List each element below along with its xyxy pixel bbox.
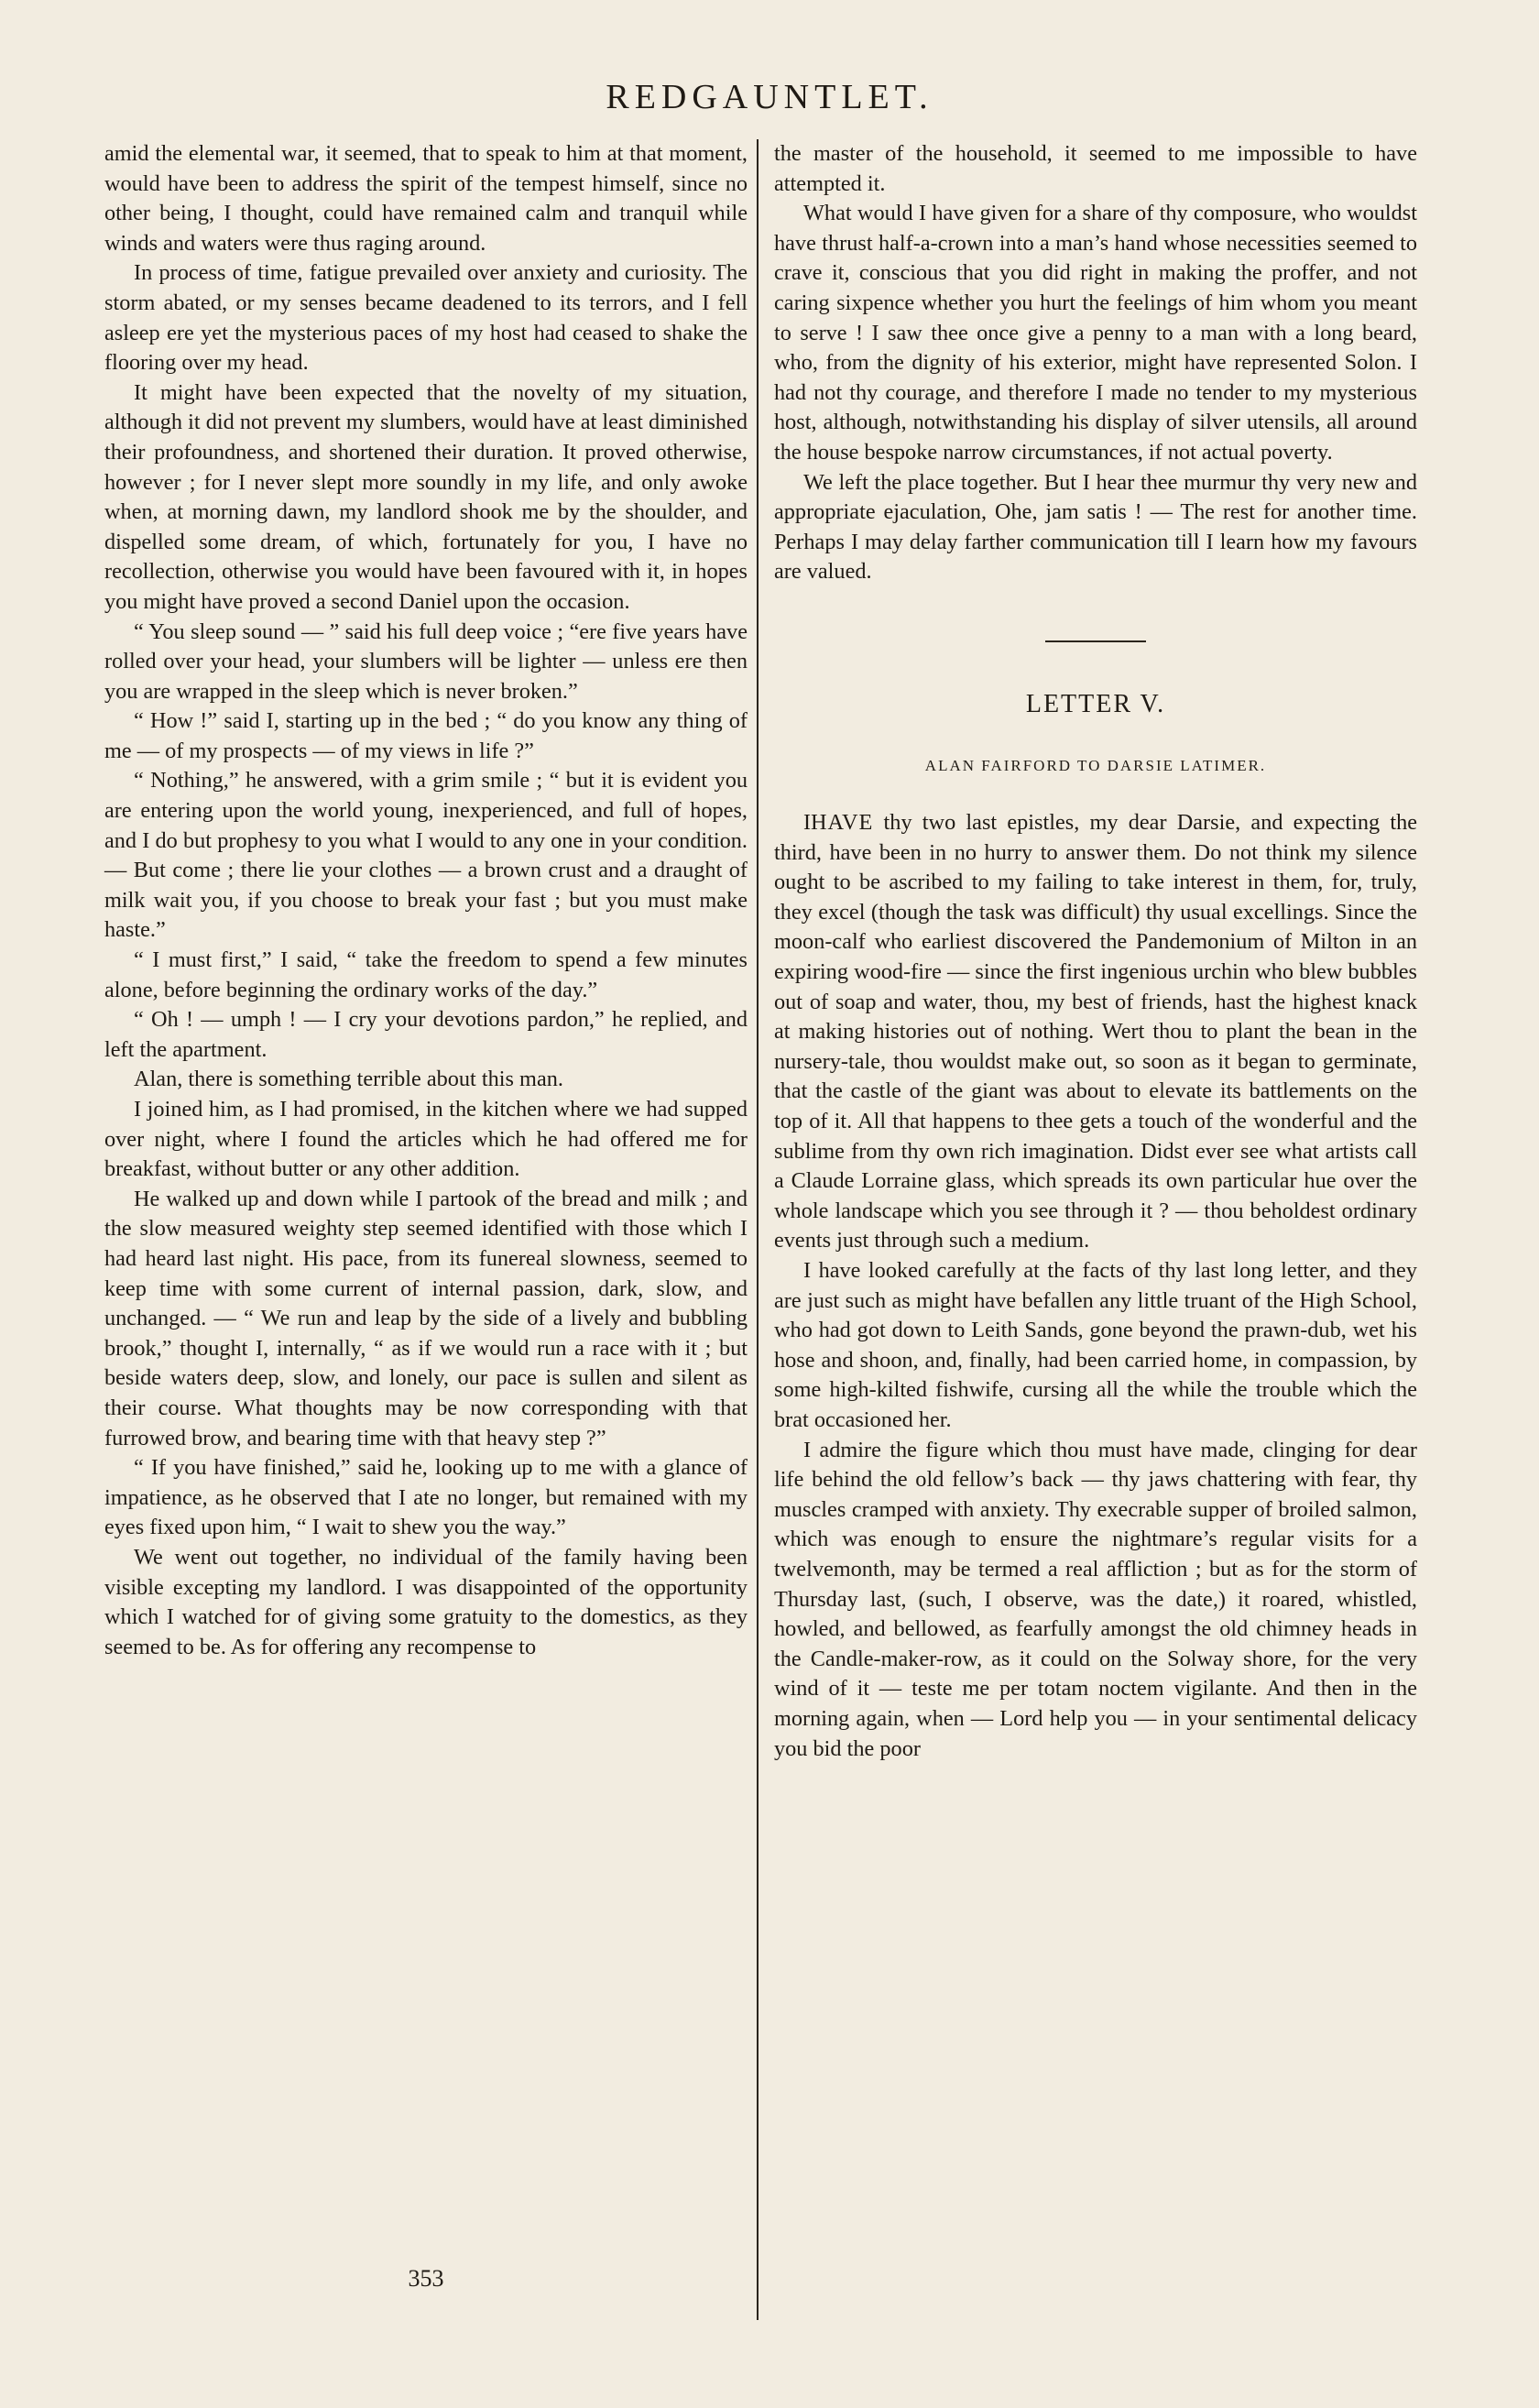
paragraph: Alan, there is something terrible about this man.	[134, 1067, 563, 1092]
paragraph: “ Nothing,” he answered, with a grim smile ; “ but it is evident you are entering upon the world young, inexperienced, and full of hopes, and I do but prophesy to you what I would to any one in your condition. — But come ; there lie your clothes — a brown crust and a draught of milk wait you, if you choose to break your fast ; but you must make haste.”	[104, 768, 748, 943]
paragraph-text: thy two last epistles, my dear Darsie, and expecting the third, have been in no hurry to answer them. Do not think my silence ought to be ascribed to my failing to take interest in them, for, truly, they excel (though the task was difficult) thy usual excellings. Since the moon-calf who earliest discovered the Pandemonium of Milton in an expiring wood-fire — since the first ingenious urchin who blew bubbles out of soap and water, thou, my best of friends, hast the highest knack at making histories out of nothing. Wert thou to plant the bean in the nursery-tale, thou wouldst make out, so soon as it began to germinate, that the castle of the giant was about to elevate its battlements on the top of it. All that happens to thee gets a touch of the wonderful and the sublime from thy own rich imagination. Didst ever see what artists call a Claude Lorraine glass, which spreads its own particular hue over the whole landscape which you see through it ? — thou beholdest ordinary events just through such a medium.	[774, 810, 1417, 1253]
letter-heading: LETTER V.	[1025, 689, 1166, 718]
paragraph: I joined him, as I had promised, in the kitchen where we had supped over night, where I found the articles which he had offered me for breakfast, without butter or any other addition.	[104, 1097, 748, 1182]
paragraph: the master of the household, it seemed to me impossible to have attempted it.	[774, 141, 1417, 196]
letter-first-paragraph	[774, 808, 1417, 1256]
paragraph: We went out together, no individual of the family having been visible excepting my landlord. I was disappointed of the opportunity which I watched for of giving some gratuity to the domestics, as they seemed to be. As for offering any recompense to	[104, 1544, 748, 1659]
right-column	[774, 139, 1417, 1764]
paragraph: In process of time, fatigue prevailed over anxiety and curiosity. The storm abated, or my senses became deadened to its terrors, and I fell asleep ere yet the mysterious paces of my host had ceased to shake the flooring over my head.	[104, 260, 748, 376]
paragraph: What would I have given for a share of thy composure, who wouldst have thrust half-a-crown into a man’s hand whose necessities seemed to crave it, conscious that you did right in making the proffer, and not caring sixpence whether you hurt the feelings of him whom you meant to serve ! I saw thee once give a penny to a man with a long beard, who, from the dignity of his exterior, might have represented Solon. I had not thy courage, and therefore I made no tender to my mysterious host, although, notwithstanding his display of silver utensils, all around the house bespoke narrow circumstances, if not actual poverty.	[774, 201, 1417, 465]
left-column	[104, 139, 748, 1662]
running-head: REDGAUNTLET.	[606, 78, 933, 116]
paragraph: “ How !” said I, starting up in the bed ; “ do you know any thing of me — of my prospects — of my views in life ?”	[104, 708, 748, 763]
paragraph: He walked up and down while I partook of the bread and milk ; and the slow measured weighty step seemed identified with those which I had heard last night. His pace, from its funereal slowness, seemed to keep time with some current of internal passion, dark, slow, and unchanged. — “ We run and leap by the side of a lively and bubbling brook,” thought I, internally, “ as if we would run a race with it ; but beside waters deep, slow, and lonely, our pace is sullen and silent as their course. What thoughts may be now corresponding with that furrowed brow, and bearing time with that heavy step ?”	[104, 1186, 748, 1450]
paragraph: “ I must first,” I said, “ take the freedom to spend a few minutes alone, before beginning the ordinary works of the day.”	[104, 947, 748, 1002]
opening-small-caps: HAVE	[811, 810, 874, 836]
paragraph: “ If you have finished,” said he, looking up to me with a glance of impatience, as he observed that I ate no longer, but remained with my eyes fixed upon him, “ I wait to shew you the way.”	[104, 1455, 748, 1540]
paragraph: It might have been expected that the novelty of my situation, although it did not prevent my slumbers, would have at least diminished their profoundness, and shortened their duration. It proved otherwise, however ; for I never slept more soundly in my life, and only awoke when, at morning dawn, my landlord shook me by the shoulder, and dispelled some dream, of which, fortunately for you, I have no recollection, otherwise you would have been favoured with it, in hopes you might have proved a second Daniel upon the occasion.	[104, 379, 748, 614]
paragraph: We left the place together. But I hear thee murmur thy very new and appropriate ejaculation, Ohe, jam satis ! — The rest for another time. Perhaps I may delay farther communication till I learn how my favours are valued.	[774, 469, 1417, 585]
column-divider	[757, 139, 759, 2320]
paragraph: “ You sleep sound — ” said his full deep voice ; “ere five years have rolled over your head, your slumbers will be lighter — unless ere then you are wrapped in the sleep which is never broken.”	[104, 618, 748, 704]
section-rule	[1045, 640, 1146, 642]
paragraph: “ Oh ! — umph ! — I cry your devotions pardon,” he replied, and left the apartment.	[104, 1007, 748, 1062]
drop-cap: I	[803, 811, 811, 836]
page-number: 353	[408, 2265, 444, 2292]
letter-subheading: ALAN FAIRFORD TO DARSIE LATIMER.	[924, 756, 1267, 774]
paragraph: I have looked carefully at the facts of thy last long letter, and they are just such as might have befallen any little truant of the High School, who had got down to Leith Sands, gone beyond the prawn-dub, wet his hose and shoon, and, finally, had been carried home, in compassion, by some high-kilted fishwife, cursing all the while the trouble which the brat occasioned her.	[774, 1258, 1417, 1432]
paragraph: amid the elemental war, it seemed, that to speak to him at that moment, would have been to address the spirit of the tempest himself, since no other being, I thought, could have remained calm and tranquil while winds and waters were thus raging around.	[104, 141, 748, 256]
paragraph: I admire the figure which thou must have made, clinging for dear life behind the old fellow’s back — thy jaws chattering with fear, thy muscles cramped with anxiety. Thy execrable supper of broiled salmon, which was enough to ensure the nightmare’s regular visits for a twelvemonth, may be termed a real affliction ; but as for the storm of Thursday last, (such, I observe, was the date,) it roared, whistled, howled, and bellowed, as fearfully amongst the old chimney heads in the Candle-maker-row, as it could on the Solway shore, for the very wind of it — teste me per totam noctem vigilante. And then in the morning again, when — Lord help you — in your sentimental delicacy you bid the poor	[774, 1437, 1417, 1761]
